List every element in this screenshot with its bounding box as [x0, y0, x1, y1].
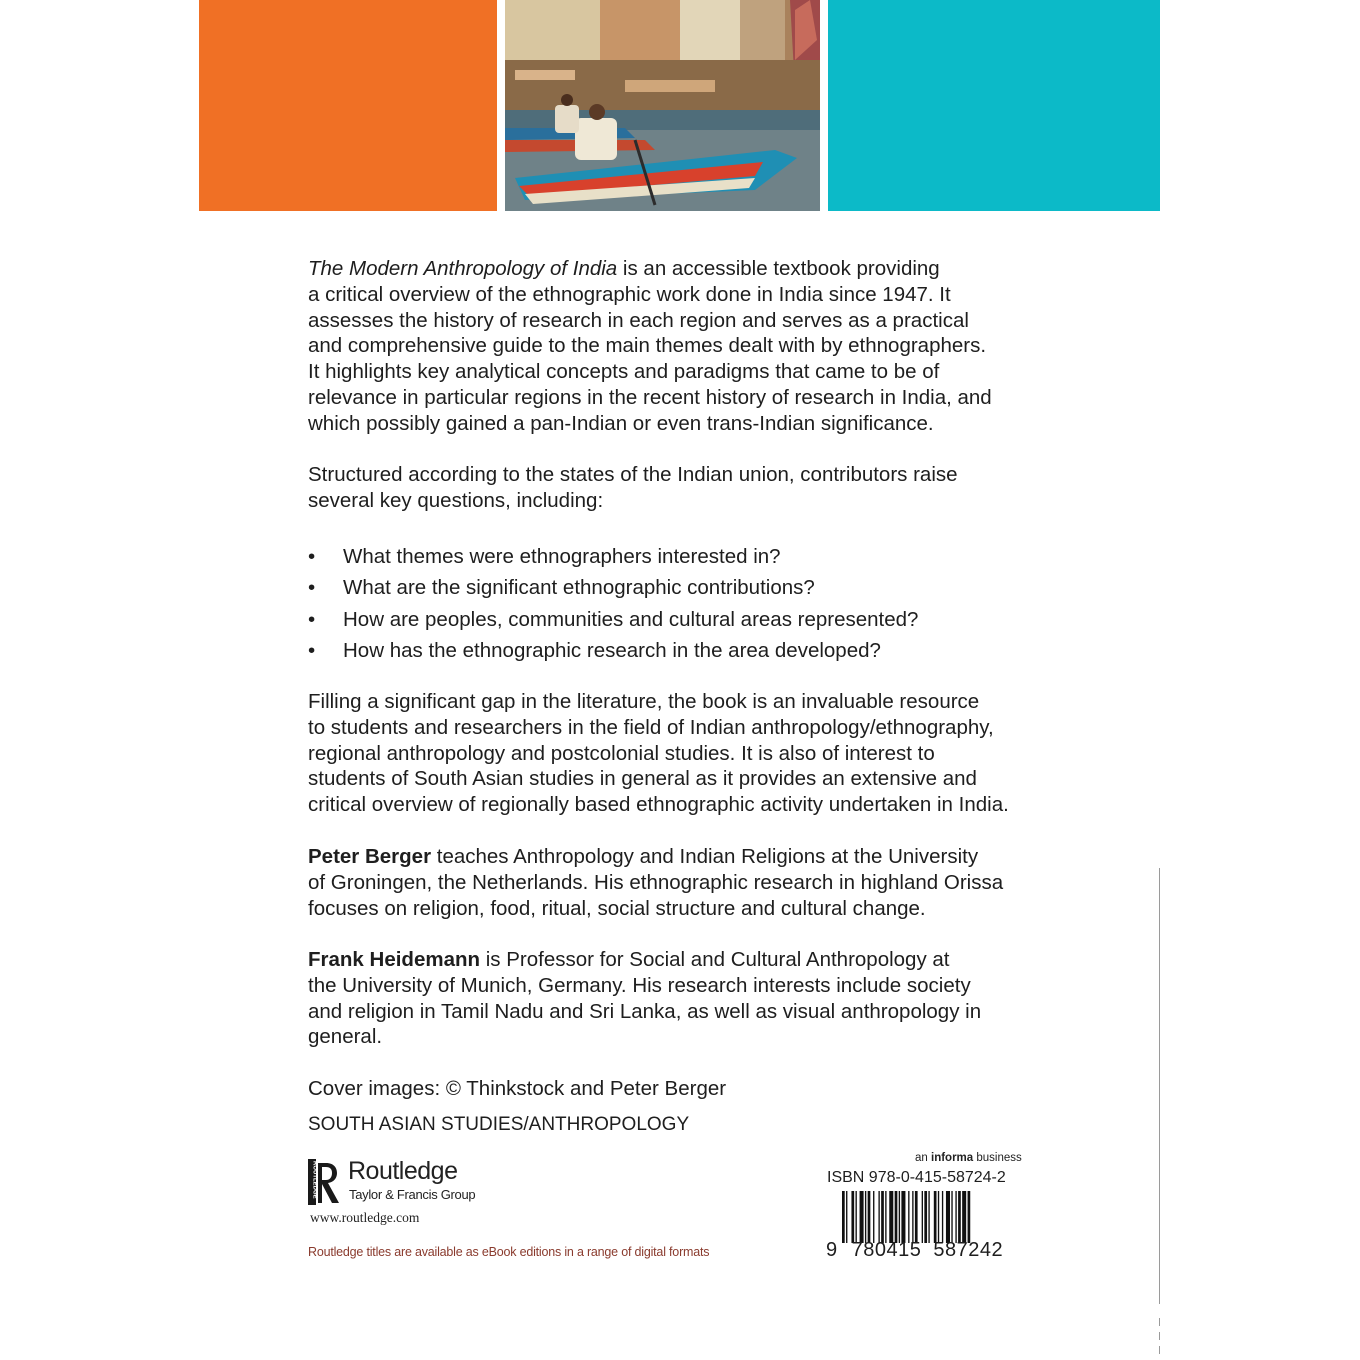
value-line: Filling a significant gap in the literature, the book is an invaluable resource [308, 690, 980, 713]
key-questions-list [308, 544, 1068, 669]
author-name: Frank Heidemann [308, 948, 481, 971]
list-item-text: How are peoples, communities and cultural areas represented? [343, 607, 919, 631]
value-line: to students and researchers in the field of Indian anthropology/ethnography, [308, 715, 994, 739]
barcode-bar [851, 1191, 854, 1243]
barcode-bar [968, 1191, 971, 1243]
orange-color-band [199, 0, 497, 211]
barcode-bar [895, 1191, 898, 1243]
barcode-lead-digit: 9 [826, 1239, 838, 1261]
barcode-digits [826, 1239, 1003, 1262]
barcode-bar [962, 1191, 966, 1243]
barcode-bar [889, 1191, 893, 1243]
list-item [308, 575, 1068, 606]
author-bio-line-1-rest: is Professor for Social and Cultural Anthropology at [480, 948, 950, 971]
list-item-text: How has the ethnographic research in the area developed? [343, 638, 881, 662]
list-item [308, 607, 1068, 638]
barcode-bar [881, 1191, 884, 1243]
barcode-bar [958, 1191, 961, 1243]
list-item [308, 544, 1068, 575]
value-line: students of South Asian studies in general as it provides an extensive and [308, 767, 977, 791]
barcode-bar [922, 1191, 923, 1243]
barcode-bar [908, 1191, 909, 1243]
barcode-bar [865, 1191, 866, 1243]
barcode-bar [951, 1191, 952, 1243]
author-bio-line: general. [308, 1025, 383, 1049]
author-bio-line: the University of Munich, Germany. His research interests include society [308, 973, 971, 997]
barcode-bar [842, 1191, 845, 1243]
spine-edge-line [1159, 868, 1160, 1304]
value-line: regional anthropology and postcolonial studies. It is also of interest to [308, 741, 935, 765]
intro-line: It highlights key analytical concepts and paradigms that came to be of [308, 360, 940, 384]
author-bio-line: of Groningen, the Netherlands. His ethnographic research in highland Orissa [308, 870, 1004, 894]
barcode-bar [912, 1191, 913, 1243]
barcode-bar [946, 1191, 950, 1243]
barcode-bar [846, 1191, 847, 1243]
structure-paragraph [308, 462, 1068, 514]
barcode-bar [934, 1191, 937, 1243]
barcode-bar [938, 1191, 939, 1243]
barcode-digit-group-1: 780415 [851, 1239, 922, 1261]
informa-prefix: an [915, 1152, 931, 1164]
author-bio-berger [308, 844, 1068, 921]
intro-line: and comprehensive guide to the main themes dealt with by ethnographers. [308, 334, 987, 358]
value-line: critical overview of regionally based ethnographic activity undertaken in India. [308, 793, 1009, 817]
informa-bold: informa [931, 1152, 974, 1164]
barcode-bar [915, 1191, 918, 1243]
barcode-bar [899, 1191, 900, 1243]
author-bio-line: focuses on religion, food, ritual, social structure and cultural change. [308, 896, 926, 920]
cover-images-credit: Cover images: © Thinkstock and Peter Berger [308, 1077, 727, 1100]
list-item [308, 638, 1068, 669]
structure-line: Structured according to the states of the Indian union, contributors raise [308, 463, 958, 486]
barcode-bar [885, 1191, 886, 1243]
informa-business-tag [915, 1152, 1022, 1164]
subject-category: SOUTH ASIAN STUDIES/ANTHROPOLOGY [308, 1114, 690, 1135]
routledge-logo-icon [308, 1159, 342, 1205]
ebook-availability-note: Routledge titles are available as eBook editions in a range of digital formats [308, 1245, 710, 1259]
cover-photo-boats [505, 0, 820, 211]
publisher-name: Routledge [348, 1157, 458, 1185]
teal-color-band [828, 0, 1160, 211]
isbn-barcode [842, 1191, 1008, 1243]
intro-line: a critical overview of the ethnographic work done in India since 1947. It [308, 282, 951, 306]
barcode-bar [868, 1191, 871, 1243]
value-paragraph [308, 689, 1068, 818]
intro-line: which possibly gained a pan-Indian or even trans-Indian significance. [308, 411, 934, 435]
barcode-bar [942, 1191, 943, 1243]
intro-line: assesses the history of research in each region and serves as a practical [308, 308, 969, 332]
list-item-text: What are the significant ethnographic contributions? [343, 576, 815, 600]
author-bio-line: and religion in Tamil Nadu and Sri Lanka, as well as visual anthropology in [308, 999, 982, 1023]
barcode-bar [955, 1191, 956, 1243]
bullet-icon: • [308, 545, 316, 568]
publisher-group: Taylor & Francis Group [349, 1187, 476, 1202]
barcode-bar [873, 1191, 874, 1243]
bullet-icon: • [308, 576, 316, 600]
intro-line: relevance in particular regions in the recent history of research in India, and [308, 385, 992, 409]
barcode-bar [856, 1191, 857, 1243]
author-bio-line-1-rest: teaches Anthropology and Indian Religions at the University [431, 845, 979, 868]
barcode-digit-group-2: 587242 [933, 1239, 1004, 1261]
isbn-number: ISBN 978-0-415-58724-2 [827, 1169, 1006, 1186]
publisher-url: www.routledge.com [310, 1210, 420, 1225]
logo-vertical-text: ROUTLEDGE [311, 1161, 318, 1199]
bullet-icon: • [308, 607, 316, 631]
book-title: The Modern Anthropology of India [308, 257, 618, 280]
barcode-bar [860, 1191, 864, 1243]
cover-photo-illustration [505, 0, 820, 211]
author-bio-heidemann [308, 947, 1068, 1050]
intro-line-1-rest: is an accessible textbook providing [617, 257, 940, 280]
barcode-bar [901, 1191, 905, 1243]
list-item-text: What themes were ethnographers interested in? [343, 545, 781, 568]
barcode-bar [924, 1191, 927, 1243]
barcode-bar [928, 1191, 929, 1243]
structure-line: several key questions, including: [308, 488, 604, 512]
publisher-logo-block [308, 1157, 568, 1237]
spine-edge-dashes [1159, 1318, 1160, 1360]
informa-suffix: business [973, 1152, 1022, 1164]
intro-paragraph [308, 256, 1068, 437]
author-name: Peter Berger [308, 845, 432, 868]
bullet-icon: • [308, 638, 316, 662]
barcode-bar [878, 1191, 879, 1243]
